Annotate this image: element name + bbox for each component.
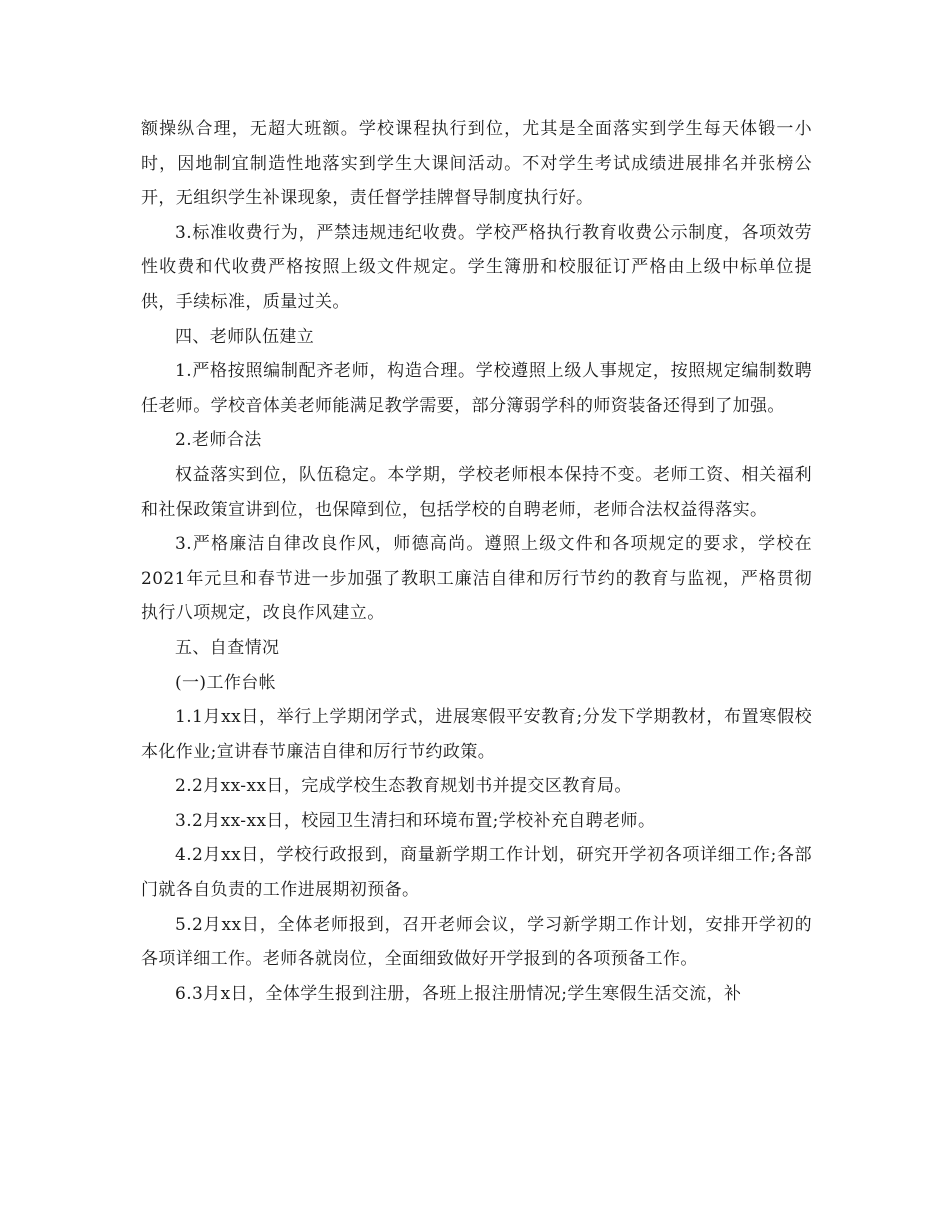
section-heading: 四、老师队伍建立 [175,326,315,347]
list-item: 3.2月xx-xx日，校园卫生清扫和环境布置;学校补充自聘老师。 [175,810,656,831]
paragraph: 1.严格按照编制配齐老师，构造合理。学校遵照上级人事规定，按照规定编制数聘任老师。学校音体美老师能满足教学需要，部分簿弱学科的师资装备还得到了加强。 [141,361,812,416]
section-heading: 五、自查情况 [175,637,280,658]
paragraph: 2.老师合法 [175,430,262,451]
list-item: 2.2月xx-xx日，完成学校生态教育规划书并提交区教育局。 [175,776,632,797]
document-body [141,112,812,1011]
list-item: 4.2月xx日，学校行政报到，商量新学期工作计划，研究开学初各项详细工作;各部门就各自负责的工作进展期初预备。 [141,845,812,901]
paragraph: 3.严格廉洁自律改良作风，师德高尚。遵照上级文件和各项规定的要求，学校在2021年元旦和春节进一步加强了教职工廉洁自律和厉行节约的教育与监视，严格贯彻执行八项规定，改良作风建立。 [141,534,812,624]
paragraph: 权益落实到位，队伍稳定。本学期，学校老师根本保持不变。老师工资、相关福利和社保政策宣讲到位，也保障到位，包括学校的自聘老师，老师合法权益得落实。 [141,464,812,520]
paragraph: 额操纵合理，无超大班额。学校课程执行到位，尤其是全面落实到学生每天体锻一小时，因地制宜制造性地落实到学生大课间活动。不对学生考试成绩进展排名并张榜公开，无组织学生补课现象，责任督学挂牌督导制度执行好。 [141,119,812,209]
list-item: 1.1月xx日，举行上学期闭学式，进展寒假平安教育;分发下学期教材，布置寒假校本化作业;宣讲春节廉洁自律和厉行节约政策。 [141,707,812,762]
subsection-heading: (一)工作台帐 [175,672,277,693]
list-item: 5.2月xx日，全体老师报到，召开老师会议，学习新学期工作计划，安排开学初的各项详细工作。老师各就岗位，全面细致做好开学报到的各项预备工作。 [141,914,812,970]
list-item: 6.3月x日，全体学生报到注册，各班上报注册情况;学生寒假生活交流，补 [175,983,742,1004]
paragraph: 3.标准收费行为，严禁违规违纪收费。学校严格执行教育收费公示制度，各项效劳性收费和代收费严格按照上级文件规定。学生簿册和校服征订严格由上级中标单位提供，手续标准，质量过关。 [141,222,812,312]
